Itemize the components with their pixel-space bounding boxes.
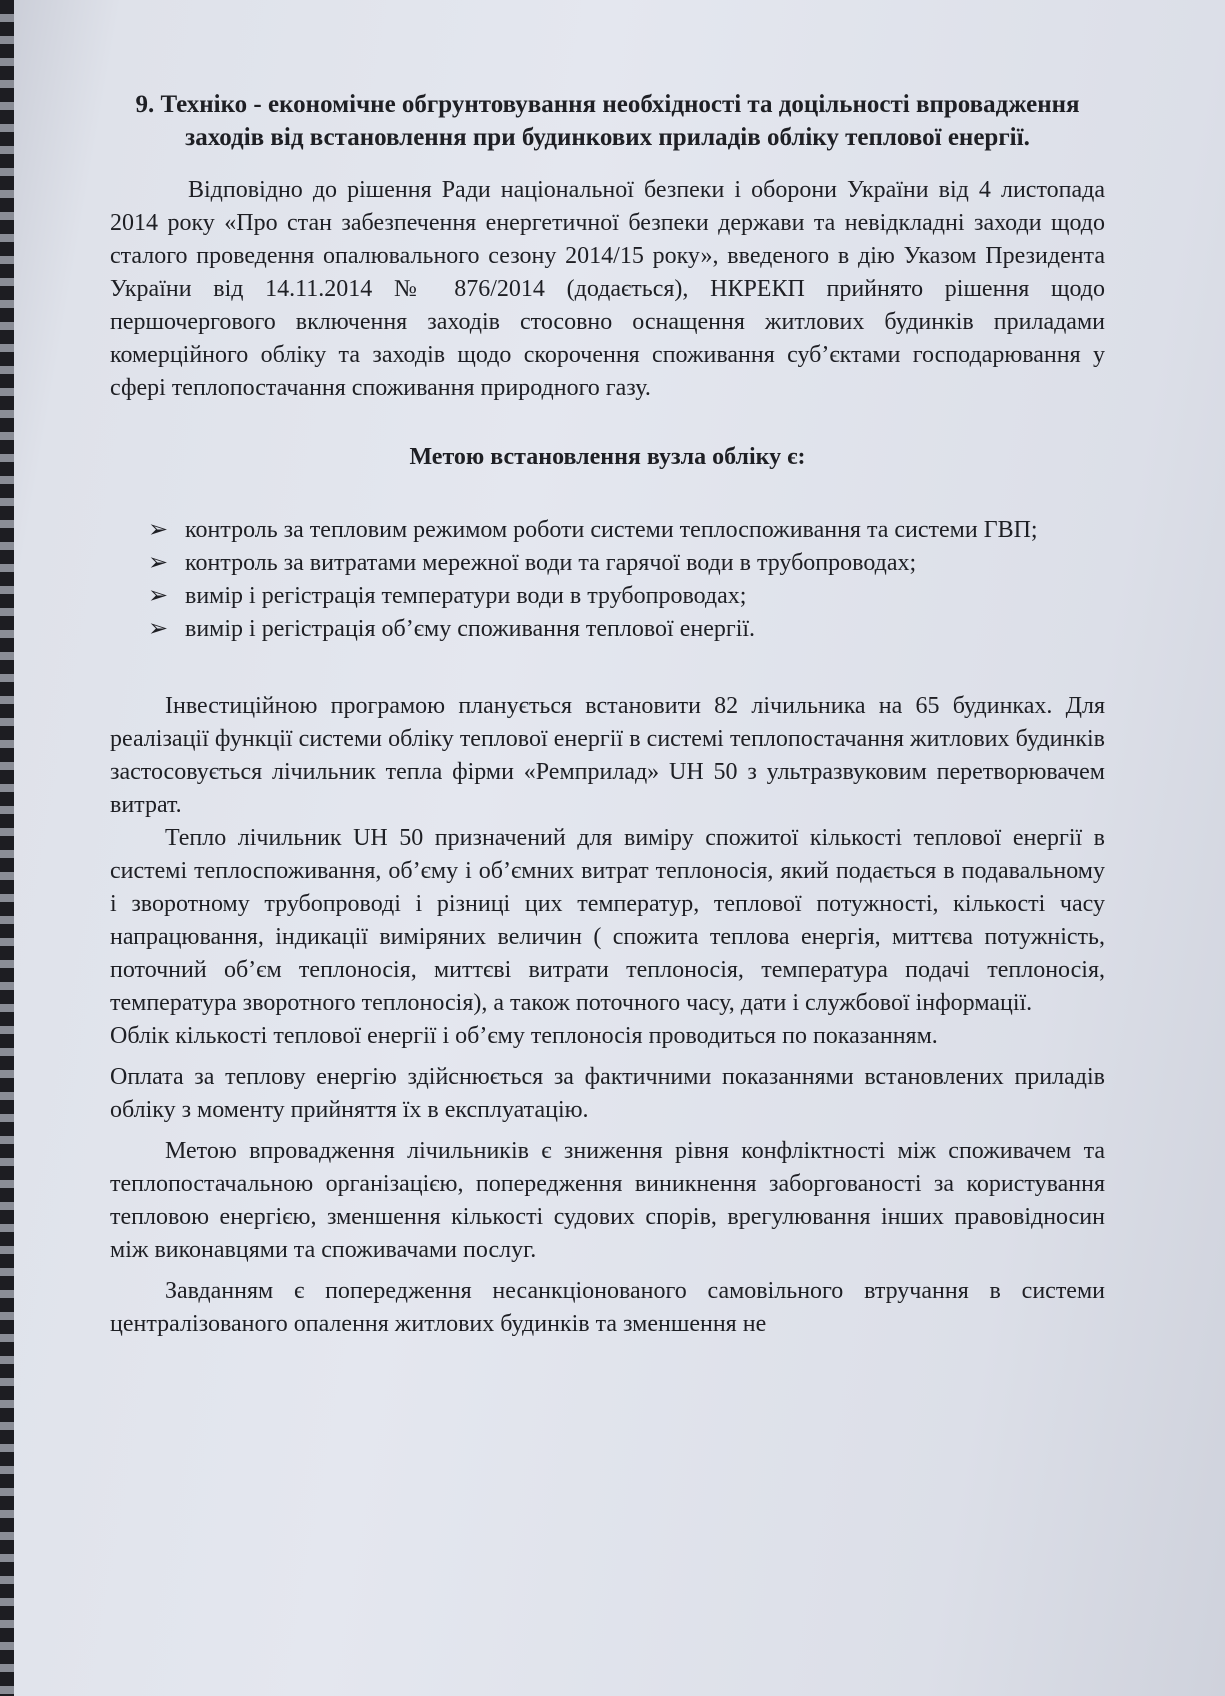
list-item-text: контроль за тепловим режимом роботи системи теплоспоживання та системи ГВП;	[185, 517, 1038, 543]
spiral-binding	[0, 0, 14, 1696]
arrow-bullet-icon: ➢	[148, 517, 169, 543]
section-heading: 9. Техніко - економічне обгрунтовування необхідності та доцільності впровадження заходів від встановлення при будинкових приладів обліку теплової енергії.	[135, 91, 1080, 151]
arrow-bullet-icon: ➢	[148, 550, 169, 576]
goal-list	[110, 514, 1105, 646]
list-item-text: вимір і регістрація об’єму споживання теплової енергії.	[185, 616, 756, 642]
arrow-bullet-icon: ➢	[148, 616, 169, 642]
investment-paragraph: Інвестиційною програмою планується встановити 82 лічильника на 65 будинках. Для реалізації функції системи обліку теплової енергії в системі теплопостачання житлових будинків застосовується лічильник тепла фірми «Ремприлад» UH 50 з ультразвуковим перетворювачем витрат.	[110, 693, 1105, 818]
accounting-paragraph: Облік кількості теплової енергії і об’єму теплоносія проводиться по показанням.	[110, 1023, 938, 1049]
arrow-bullet-icon: ➢	[148, 583, 169, 609]
document-body	[110, 88, 1105, 1341]
list-item	[110, 580, 1105, 613]
task-paragraph: Завданням є попередження несанкціонованого самовільного втручання в системи централізованого опалення житлових будинків та зменшення не	[110, 1278, 1105, 1337]
list-item-text: контроль за витратами мережної води та гарячої води в трубопроводах;	[185, 550, 917, 576]
list-item-text: вимір і регістрація температури води в трубопроводах;	[185, 583, 747, 609]
goal-heading: Метою встановлення вузла обліку є:	[409, 444, 806, 470]
payment-paragraph: Оплата за теплову енергію здійснюється за фактичними показаннями встановлених приладів обліку з моменту прийняття їх в експлуатацію.	[110, 1064, 1105, 1123]
list-item	[110, 613, 1105, 646]
meter-paragraph: Тепло лічильник UH 50 призначений для виміру спожитої кількості теплової енергії в системі теплоспоживання, об’єму і об’ємних витрат теплоносія, який подається в подавальному і зворотному трубопроводі і різниці цих температур, теплової потужності, кількості часу напрацювання, індикації виміряних величин ( спожита теплова енергія, миттєва потужність, поточний об’єм теплоносія, миттєві витрати теплоносія, температура подачі теплоносія, температура зворотного теплоносія), а також поточного часу, дати і службової інформації.	[110, 825, 1105, 1016]
intro-paragraph: Відповідно до рішення Ради національної безпеки і оборони України від 4 листопада 2014 року «Про стан забезпечення енергетичної безпеки держави та невідкладні заходи щодо сталого проведення опалювального сезону 2014/15 року», введеного в дію Указом Президента України від 14.11.2014 № 876/2014 (додається), НКРЕКП прийнято рішення щодо першочергового включення заходів стосовно оснащення житлових будинків приладами комерційного обліку та заходів щодо скорочення споживання суб’єктами господарювання у сфері теплопостачання споживання природного газу.	[110, 177, 1105, 401]
list-item	[110, 514, 1105, 547]
purpose-paragraph: Метою впровадження лічильників є зниження рівня конфліктності між споживачем та теплопостачальною організацією, попередження виникнення заборгованості за користування тепловою енергією, зменшення кількості судових спорів, врегулювання інших правовідносин між виконавцями та споживачами послуг.	[110, 1138, 1105, 1263]
list-item	[110, 547, 1105, 580]
